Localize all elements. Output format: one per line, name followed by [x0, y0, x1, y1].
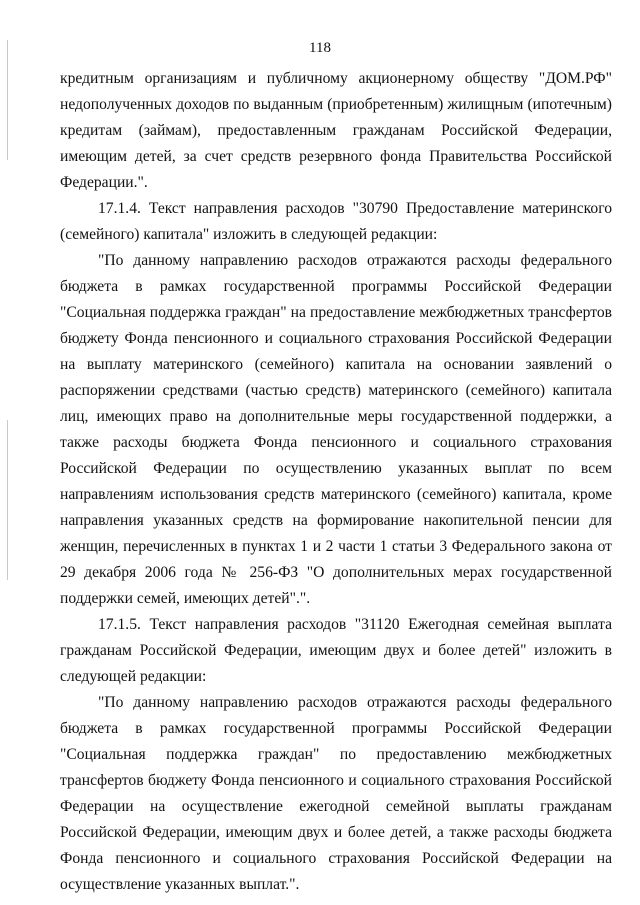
paragraph-continuation: кредитным организациям и публичному акционерному обществу "ДОМ.РФ" недополученных доходов по выданным (приобретенным) жилищным (ипотечным) кредитам (займам), предоставленным гражданам Российской Федерации, имеющим детей, за счет средств резервного фонда Правительства Российской Федерации.".: [60, 70, 612, 191]
paragraph-section-17-1-5: 17.1.5. Текст направления расходов "31120 Ежегодная семейная выплата гражданам Российской Федерации, имеющим двух и более детей" изложить в следующей редакции:: [60, 616, 612, 685]
page-number: 118: [309, 40, 331, 56]
paragraph-section-17-1-4: 17.1.4. Текст направления расходов "30790 Предоставление материнского (семейного) капитала" изложить в следующей редакции:: [60, 200, 612, 243]
scan-edge-mark: [7, 420, 8, 580]
document-body: [60, 66, 612, 898]
paragraph-quote-31120: "По данному направлению расходов отражаются расходы федерального бюджета в рамках государственной программы Российской Федерации "Социальная поддержка граждан" по предоставлению межбюджетных трансфертов бюджету Фонда пенсионного и социального страхования Российской Федерации на осуществление ежегодной семейной выплаты гражданам Российской Федерации, имеющим двух и более детей, а также расходы бюджета Фонда пенсионного и социального страхования Российской Федерации на осуществление указанных выплат.".: [60, 694, 612, 893]
scan-edge-mark: [7, 40, 8, 160]
paragraph-quote-30790: "По данному направлению расходов отражаются расходы федерального бюджета в рамках государственной программы Российской Федерации "Социальная поддержка граждан" на предоставление межбюджетных трансфертов бюджету Фонда пенсионного и социального страхования Российской Федерации на выплату материнского (семейного) капитала на основании заявлений о распоряжении средствами (частью средств) материнского (семейного) капитала лиц, имеющих право на дополнительные меры государственной поддержки, а также расходы бюджета Фонда пенсионного и социального страхования Российской Федерации по осуществлению указанных выплат по всем направлениям использования средств материнского (семейного) капитала, кроме направления указанных средств на формирование накопительной пенсии для женщин, перечисленных в пунктах 1 и 2 части 1 статьи 3 Федерального закона от 29 декабря 2006 года № 256-ФЗ "О дополнительных мерах государственной поддержки семей, имеющих детей".".: [60, 252, 612, 607]
